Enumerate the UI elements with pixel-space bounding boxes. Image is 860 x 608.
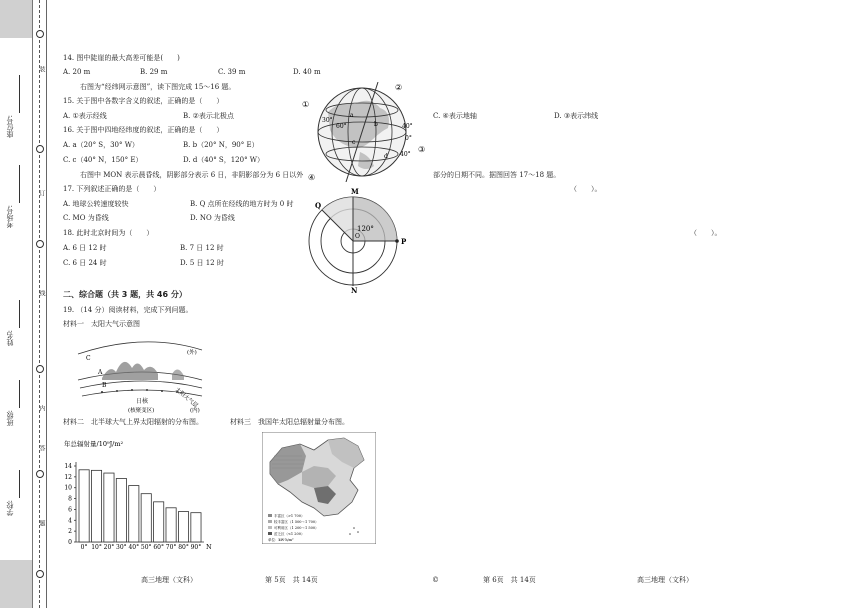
q16-option-c: C. c（40° N，150° E） [63, 156, 143, 164]
chart-y-tick-label: 10 [64, 484, 72, 492]
globe-label-40: 40° [402, 123, 413, 130]
seat-label: 座位号: [6, 115, 14, 139]
class-blank [19, 380, 20, 408]
question-17: 17. 下列叙述正确的是（ ） [63, 185, 161, 193]
lat-long-globe-figure [300, 82, 430, 182]
globe-point-a: a [350, 112, 354, 119]
globe-label-40b: 40° [400, 151, 411, 158]
page-frame-line [46, 0, 47, 608]
footer-right-title: 高三地理（文科） [637, 576, 693, 584]
q17-option-d: D. NO 为昏线 [190, 214, 235, 222]
chart-x-tick-label: 40° [128, 544, 140, 551]
q18-option-d: D. 5 日 12 时 [180, 259, 224, 267]
q17-option-a: A. 地球公转速度较快 [63, 200, 129, 208]
footer-right-page: 第 6页 共 14页 [483, 576, 536, 584]
q16-option-d: D. d（40° S，120° W） [183, 156, 265, 164]
school-blank [19, 470, 20, 498]
sun-prominence [102, 362, 158, 380]
q17-option-b: B. Q 点所在经线的地方时为 0 时 [190, 200, 294, 208]
q15-option-a: A. ①表示经线 [63, 112, 107, 120]
chart-bar [79, 470, 89, 542]
sun-label-corona: 太阳大气层 [173, 386, 199, 410]
sun-label-b: B [102, 382, 107, 389]
intro-15-16: 右图为“经纬网示意图”，读下图完成 15～16 题。 [80, 83, 236, 91]
sun-label-core: 日核 [136, 398, 149, 405]
q15-option-c: C. ④表示地轴 [433, 112, 477, 120]
chart-x-axis-end-label: N [206, 543, 212, 551]
question-19: 19. （14 分）阅读材料，完成下列问题。 [63, 306, 193, 314]
chart-y-tick-label: 0 [68, 539, 72, 546]
name-label: 姓名: [6, 330, 14, 347]
globe-label-60: 60° [336, 123, 347, 130]
sun-label-inner: (内) [190, 408, 200, 414]
question-18: 18. 此时北京时间为（ ） [63, 229, 154, 237]
chart-x-tick-label: 90° [190, 544, 202, 551]
radiation-bar-chart [58, 436, 218, 556]
globe-label-30: 30° [322, 117, 333, 124]
chart-x-tick-label: 10° [91, 544, 102, 551]
q15-option-d: D. ③表示纬线 [554, 112, 599, 120]
q17-option-c: C. MO 为昏线 [63, 214, 109, 222]
binding-hole [36, 470, 44, 478]
chart-y-tick-label: 2 [68, 528, 72, 536]
terminator-label-m: M [351, 187, 359, 196]
chart-bar [141, 494, 151, 542]
binding-mark: 装 [38, 66, 45, 72]
q16-option-a: A. a（20° S，30° W） [63, 141, 139, 149]
q14-option-a: A. 20 m [63, 68, 91, 76]
binding-hole [36, 365, 44, 373]
chart-bar [104, 473, 114, 542]
map-legend-rich: 丰富区（>1 700） [274, 514, 305, 518]
q18-option-b: B. 7 日 12 时 [180, 244, 224, 252]
terminator-label-n: N [351, 286, 358, 294]
chart-x-tick-label: 70° [165, 544, 177, 551]
sun-atmosphere-figure [72, 334, 222, 418]
footer-center-icon: © [432, 576, 439, 584]
binding-sidebar [0, 0, 33, 608]
chart-bar [154, 502, 164, 542]
question-16: 16. 关于图中四地经纬度的叙述，正确的是（ ） [63, 126, 224, 134]
binding-hole [36, 240, 44, 248]
sidebar-shade-bottom [0, 560, 32, 608]
q14-option-d: D. 40 m [293, 68, 321, 76]
section-2-title: 二、综合题（共 3 题，共 46 分） [63, 290, 187, 299]
globe-label-3: ③ [418, 145, 426, 154]
sun-label-outer: (外) [187, 350, 197, 356]
chart-x-tick-label: 30° [116, 544, 127, 551]
sun-label-core-note: (核聚变区) [128, 408, 155, 414]
chart-y-tick-label: 4 [68, 517, 72, 525]
class-label: 班级: [6, 410, 14, 427]
globe-point-b: b [374, 121, 378, 128]
chart-bar [191, 513, 201, 542]
chart-x-tick-label: 80° [178, 544, 189, 551]
footer-left-page: 第 5页 共 14页 [265, 576, 318, 584]
chart-x-tick-label: 50° [140, 544, 152, 551]
material-1-label: 材料一 太阳大气示意图 [63, 320, 140, 328]
map-legend-poor: 贫乏区（<1 200） [274, 532, 305, 536]
terminator-label-o: O [355, 233, 360, 240]
binding-mark: 线 [38, 290, 45, 296]
binding-hole [36, 145, 44, 153]
terminator-figure [305, 186, 415, 294]
binding-mark: 题 [38, 520, 45, 526]
terminator-shaded-sector [322, 197, 353, 241]
globe-point-d: d [384, 153, 388, 160]
question-15: 15. 关于图中各数字含义的叙述，正确的是（ ） [63, 97, 224, 105]
terminator-label-q: Q [315, 201, 322, 210]
q18-option-c: C. 6 日 24 时 [63, 259, 107, 267]
name-blank [19, 300, 20, 328]
chart-x-tick-label: 0° [80, 544, 88, 551]
globe-label-0: 0° [405, 135, 412, 142]
q18-paren: （ ）。 [690, 229, 722, 237]
exam-room-label: 考场号: [6, 205, 14, 229]
globe-label-1: ① [302, 100, 310, 109]
question-14: 14. 图中陡崖的最大高差可能是( ) [63, 54, 180, 62]
intro-17-18-a: 右图中 MON 表示晨昏线，阴影部分表示 6 日，非阴影部分为 6 日以外 [80, 171, 304, 179]
chart-bar [91, 470, 101, 542]
q17-paren: （ ）。 [570, 185, 602, 193]
chart-x-tick-label: 60° [153, 544, 164, 551]
chart-y-tick-label: 6 [68, 506, 72, 514]
globe-point-c: c [352, 139, 356, 146]
binding-mark: 答 [38, 445, 45, 451]
chart-x-tick-label: 20° [103, 544, 115, 551]
binding-hole [36, 570, 44, 578]
map-legend-usable: 可利用区（1 200～1 500） [274, 526, 319, 530]
map-legend-fairly-rich: 较丰富区（1 500～1 700） [274, 520, 319, 524]
binding-hole [36, 30, 44, 38]
chart-y-tick-label: 14 [64, 463, 72, 470]
q16-option-b: B. b（20° N，90° E） [183, 141, 259, 149]
q15-option-b: B. ②表示北极点 [183, 112, 234, 120]
globe-label-2: ② [395, 83, 403, 92]
school-label: 学校: [6, 500, 14, 517]
seat-blank [19, 75, 20, 113]
chart-y-tick-label: 12 [64, 473, 72, 481]
footer-left-title: 高三地理（文科） [141, 576, 197, 584]
sidebar-shade-top [0, 0, 32, 38]
intro-17-18-b: 部分的日期不同。据图回答 17～18 题。 [433, 171, 561, 179]
q14-option-b: B. 29 m [140, 68, 168, 76]
chart-bar [166, 508, 176, 542]
map-legend-unit: 单位：kW·h/m² [268, 538, 294, 542]
q14-option-c: C. 39 m [218, 68, 246, 76]
chart-y-tick-label: 8 [68, 495, 72, 503]
material-2-label: 材料二 北半球大气上界太阳辐射的分布图。 [63, 418, 203, 426]
binding-dashed-line [39, 0, 40, 608]
chart-y-axis-label: 年总辐射量/10⁹J/m² [64, 440, 124, 448]
material-3-label: 材料三 我国年太阳总辐射量分布图。 [230, 418, 349, 426]
exam-room-blank [19, 165, 20, 203]
globe-label-4: ④ [308, 173, 316, 182]
binding-mark: 内 [38, 405, 45, 411]
terminator-angle: 120° [357, 225, 374, 233]
chart-bar [129, 486, 139, 542]
chart-bar [178, 512, 188, 542]
sun-label-a: A [98, 369, 103, 376]
chart-bar [116, 478, 126, 542]
sun-label-c: C [86, 355, 91, 362]
binding-mark: 订 [38, 190, 45, 196]
terminator-label-p: P [401, 237, 407, 246]
china-radiation-map [262, 432, 376, 544]
q18-option-a: A. 6 日 12 时 [63, 244, 107, 252]
